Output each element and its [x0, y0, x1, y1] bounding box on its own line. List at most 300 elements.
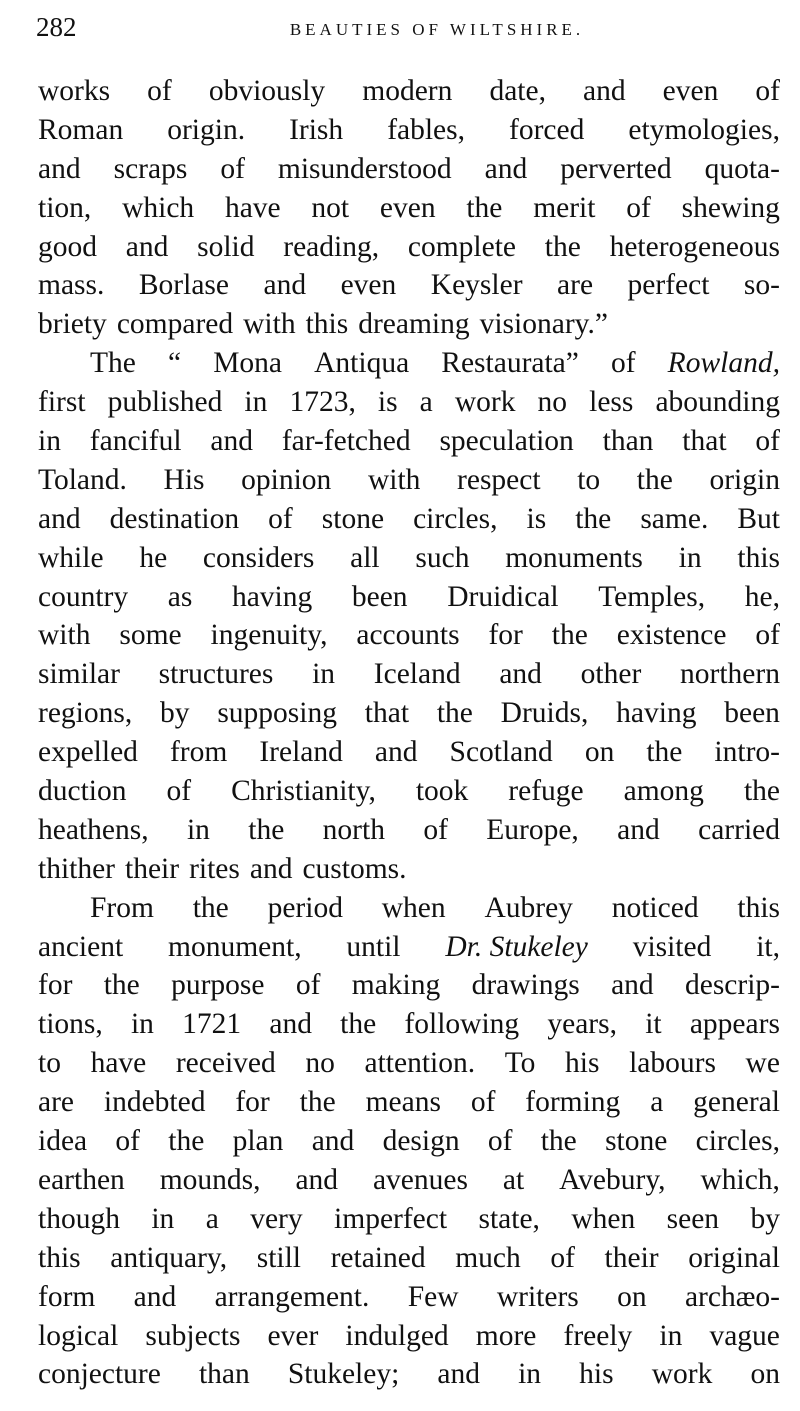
- word: accounts: [356, 619, 460, 652]
- word: of: [487, 1125, 513, 1158]
- word: that: [364, 697, 410, 730]
- word: received: [175, 1047, 276, 1080]
- word: work: [651, 1358, 713, 1391]
- word: and: [125, 230, 169, 263]
- word: until: [346, 930, 401, 963]
- word: stone: [605, 1125, 668, 1158]
- word: merit: [533, 191, 596, 224]
- word: with: [367, 463, 421, 496]
- text-line: [38, 655, 780, 694]
- word: this: [305, 308, 349, 341]
- word: so-: [743, 269, 780, 302]
- text-line: [38, 266, 780, 305]
- word: means: [365, 1086, 441, 1119]
- word: Christianity,: [231, 775, 376, 808]
- word: stone: [321, 502, 385, 535]
- word: having: [616, 697, 697, 730]
- word: of: [755, 75, 780, 107]
- word: still: [256, 1241, 301, 1274]
- word: country: [38, 580, 129, 613]
- word: complete: [407, 230, 516, 263]
- word: and: [38, 502, 81, 535]
- word: at: [502, 1163, 525, 1196]
- text-line: [38, 1278, 780, 1317]
- word: expelled: [38, 736, 138, 769]
- word: duction: [38, 775, 127, 808]
- word: and: [611, 969, 654, 1002]
- word: are: [38, 1086, 75, 1119]
- word: seen: [666, 1202, 720, 1235]
- word: the: [636, 463, 673, 496]
- word: date,: [489, 75, 546, 107]
- word: the: [544, 230, 581, 263]
- word: that: [682, 425, 727, 458]
- word: opinion: [241, 463, 332, 496]
- word: published: [107, 386, 223, 419]
- word: not: [311, 191, 350, 224]
- word: this: [737, 541, 780, 574]
- word: From: [90, 891, 154, 924]
- word: and: [38, 152, 81, 185]
- word: other: [580, 658, 642, 691]
- word: this: [38, 1241, 81, 1274]
- word: shewing: [681, 191, 780, 224]
- word: among: [623, 775, 704, 808]
- word: first: [38, 386, 86, 419]
- word: 1723,: [289, 386, 356, 419]
- word: in: [130, 1008, 154, 1041]
- word: the: [743, 775, 780, 808]
- word: visited: [632, 930, 712, 963]
- word: with: [38, 619, 91, 652]
- word: and: [484, 152, 528, 185]
- word: Antiqua: [314, 347, 410, 380]
- word: Druidical: [447, 580, 559, 613]
- word: refuge: [508, 775, 584, 808]
- word: reading,: [283, 230, 380, 263]
- word: structures: [158, 658, 274, 691]
- word: vague: [709, 1319, 780, 1352]
- word: the: [646, 736, 683, 769]
- word: existence: [616, 619, 727, 652]
- text-line: [38, 1355, 780, 1394]
- word: appears: [689, 1008, 780, 1041]
- word: circles,: [413, 502, 498, 535]
- word: regions,: [38, 697, 133, 730]
- word: archæo-: [684, 1280, 780, 1313]
- word: descrip-: [684, 969, 780, 1002]
- word: speculation: [439, 425, 574, 458]
- word: of: [550, 1241, 575, 1274]
- word: years,: [547, 1008, 617, 1041]
- word: the: [340, 1008, 377, 1041]
- word: fables,: [387, 113, 465, 146]
- text-line: [38, 889, 780, 928]
- word: Keysler: [430, 269, 523, 302]
- word: it,: [756, 930, 780, 963]
- word: some: [119, 619, 182, 652]
- italic-name: Rowland,: [667, 347, 780, 380]
- word: for: [38, 969, 73, 1002]
- word: and: [249, 852, 293, 885]
- word: same.: [640, 502, 709, 535]
- word: Aubrey: [484, 891, 573, 924]
- word: more: [475, 1319, 537, 1352]
- text-line: [38, 966, 780, 1005]
- word: to: [38, 1047, 61, 1080]
- word: modern: [362, 75, 453, 107]
- word: drawings: [471, 969, 580, 1002]
- word: the: [575, 502, 612, 535]
- word: compared: [116, 308, 234, 341]
- word: all: [350, 541, 380, 574]
- word: Restaurata”: [441, 347, 579, 380]
- word: on: [750, 1358, 780, 1391]
- word: been: [724, 697, 780, 730]
- text-line: [38, 850, 780, 889]
- word: and: [263, 269, 307, 302]
- word: in: [659, 1319, 683, 1352]
- italic-name: Dr. Stukeley: [445, 930, 588, 963]
- page-number: 282: [36, 12, 77, 42]
- word: heterogeneous: [609, 230, 780, 263]
- word: subjects: [145, 1319, 241, 1352]
- word: the: [466, 191, 503, 224]
- text-line: [38, 772, 780, 811]
- word: and: [583, 75, 626, 107]
- word: Scotland: [449, 736, 553, 769]
- text-line: [38, 111, 780, 150]
- word: the: [168, 1125, 205, 1158]
- text-line: [38, 1044, 780, 1083]
- word: he: [139, 541, 168, 574]
- word: took: [415, 775, 469, 808]
- word: have: [90, 1047, 147, 1080]
- word: avenues: [372, 1163, 468, 1196]
- word: misunderstood: [277, 152, 452, 185]
- word: we: [745, 1047, 780, 1080]
- word: quota-: [704, 152, 780, 185]
- word: ever: [267, 1319, 319, 1352]
- word: Few: [407, 1280, 459, 1313]
- word: Avebury,: [559, 1163, 666, 1196]
- word: in: [151, 1202, 175, 1235]
- word: The: [90, 347, 136, 380]
- word: on: [584, 736, 615, 769]
- word: forming: [525, 1086, 621, 1119]
- word: retained: [330, 1241, 426, 1274]
- word: a: [650, 1086, 664, 1119]
- word: which,: [700, 1163, 780, 1196]
- word: antiquary,: [110, 1241, 228, 1274]
- word: arrangement.: [214, 1280, 370, 1313]
- text-line: [38, 1200, 780, 1239]
- word: having: [231, 580, 313, 613]
- word: north: [322, 813, 385, 846]
- text-line: [38, 733, 780, 772]
- word: ancient: [38, 930, 124, 963]
- word: etymologies,: [628, 113, 780, 146]
- word: noticed: [611, 891, 699, 924]
- word: are: [557, 269, 594, 302]
- word: to: [577, 463, 601, 496]
- text-line: [38, 422, 780, 461]
- word: His: [163, 463, 205, 496]
- word: But: [737, 502, 780, 535]
- word: of: [295, 969, 321, 1002]
- word: less: [589, 386, 634, 419]
- word: origin.: [167, 113, 246, 146]
- word: the: [103, 969, 140, 1002]
- word: in: [518, 1358, 542, 1391]
- word: than: [198, 1358, 250, 1391]
- word: when: [381, 891, 446, 924]
- word: indulged: [345, 1319, 449, 1352]
- word: as: [167, 580, 193, 613]
- word: Europe,: [486, 813, 579, 846]
- word: and: [374, 736, 418, 769]
- text-line: [38, 1161, 780, 1200]
- word: idea: [38, 1125, 88, 1158]
- word: the: [551, 619, 588, 652]
- word: making: [351, 969, 441, 1002]
- word: Roman: [38, 113, 124, 146]
- word: solid: [197, 230, 255, 263]
- text-line: [38, 1083, 780, 1122]
- word: even: [340, 269, 397, 302]
- word: in: [186, 813, 210, 846]
- text-line: [38, 305, 780, 344]
- word: and: [499, 658, 542, 691]
- word: for: [235, 1086, 270, 1119]
- word: of: [166, 775, 192, 808]
- text-line: [38, 461, 780, 500]
- word: plan: [232, 1125, 284, 1158]
- word: the: [540, 1125, 577, 1158]
- word: thither: [38, 852, 116, 885]
- text-line: [38, 344, 780, 383]
- word: attention.: [364, 1047, 476, 1080]
- word: the: [299, 1086, 336, 1119]
- word: respect: [457, 463, 541, 496]
- word: work: [454, 386, 516, 419]
- text-line: [38, 1122, 780, 1161]
- word: supposing: [217, 697, 337, 730]
- text-line: [38, 1317, 780, 1356]
- body-text: [38, 72, 780, 1394]
- word: and: [133, 1280, 177, 1313]
- word: of: [423, 813, 448, 846]
- word: while: [38, 541, 104, 574]
- word: freely: [563, 1319, 633, 1352]
- word: Mona: [213, 347, 283, 380]
- word: works: [38, 75, 111, 107]
- word: conjecture: [38, 1358, 161, 1391]
- word: following: [404, 1008, 520, 1041]
- word: a: [205, 1202, 219, 1235]
- word: period: [267, 891, 343, 924]
- word: though: [38, 1202, 120, 1235]
- word: imperfect: [334, 1202, 448, 1235]
- text-line: [38, 72, 780, 111]
- word: in: [678, 541, 702, 574]
- word: which: [122, 191, 195, 224]
- word: considers: [202, 541, 315, 574]
- word: and: [210, 425, 253, 458]
- word: writers: [496, 1280, 579, 1313]
- word: tions,: [38, 1008, 103, 1041]
- word: for: [488, 619, 523, 652]
- text-line: [38, 578, 780, 617]
- word: is: [526, 502, 547, 535]
- word: very: [250, 1202, 303, 1235]
- word: his: [565, 1047, 600, 1080]
- word: it: [645, 1008, 662, 1041]
- text-line: [38, 1005, 780, 1044]
- word: northern: [680, 658, 780, 691]
- word: his: [579, 1358, 614, 1391]
- word: a: [419, 386, 433, 419]
- word: than: [602, 425, 654, 458]
- word: design: [382, 1125, 460, 1158]
- word: by: [750, 1202, 780, 1235]
- text-line: [38, 616, 780, 655]
- page-header: [36, 10, 778, 46]
- word: on: [617, 1280, 647, 1313]
- word: good: [38, 230, 97, 263]
- text-line: [38, 150, 780, 189]
- word: far-fetched: [281, 425, 411, 458]
- word: perverted: [560, 152, 672, 185]
- word: of: [115, 1125, 140, 1158]
- word: ingenuity,: [210, 619, 328, 652]
- word: origin: [709, 463, 780, 496]
- word: been: [351, 580, 408, 613]
- word: the: [192, 891, 229, 924]
- text-line: [38, 228, 780, 267]
- text-line: [38, 694, 780, 733]
- word: Druids,: [500, 697, 589, 730]
- word: in: [244, 386, 268, 419]
- word: from: [169, 736, 228, 769]
- word: Toland.: [38, 463, 127, 496]
- word: and: [311, 1125, 355, 1158]
- word: carried: [698, 813, 780, 846]
- word: perfect: [627, 269, 710, 302]
- word: of: [268, 502, 293, 535]
- word: such: [415, 541, 470, 574]
- word: even: [379, 191, 436, 224]
- word: their: [125, 852, 180, 885]
- word: with: [243, 308, 296, 341]
- word: the: [248, 813, 285, 846]
- word: scraps: [113, 152, 188, 185]
- word: heathens,: [38, 813, 149, 846]
- word: even: [662, 75, 719, 107]
- text-line: [38, 189, 780, 228]
- word: the: [436, 697, 473, 730]
- word: of: [755, 425, 780, 458]
- word: Irish: [289, 113, 344, 146]
- text-line: [38, 383, 780, 422]
- word: earthen: [38, 1163, 125, 1196]
- word: general: [693, 1086, 780, 1119]
- word: by: [160, 697, 190, 730]
- word: indebted: [103, 1086, 206, 1119]
- word: briety: [38, 308, 107, 341]
- word: of: [470, 1086, 496, 1119]
- word: this: [737, 891, 780, 924]
- word: dreaming: [358, 308, 470, 341]
- word: “: [167, 347, 182, 380]
- word: original: [688, 1241, 780, 1274]
- word: their: [604, 1241, 659, 1274]
- word: purpose: [171, 969, 265, 1002]
- word: in: [312, 658, 336, 691]
- text-line: [38, 539, 780, 578]
- word: Stukeley;: [287, 1358, 400, 1391]
- word: 1721: [182, 1008, 242, 1041]
- word: customs.: [302, 852, 407, 885]
- word: circles,: [695, 1125, 780, 1158]
- word: he,: [744, 580, 780, 613]
- word: To: [504, 1047, 536, 1080]
- running-title: BEAUTIES OF WILTSHIRE.: [289, 20, 585, 39]
- word: mounds,: [159, 1163, 261, 1196]
- word: destination: [109, 502, 240, 535]
- word: tion,: [38, 191, 92, 224]
- word: form: [38, 1280, 96, 1313]
- word: of: [147, 75, 172, 107]
- text-line: [38, 928, 780, 967]
- word: of: [626, 191, 651, 224]
- word: visionary.”: [479, 308, 608, 341]
- text-line: [38, 811, 780, 850]
- word: intro-: [714, 736, 780, 769]
- word: similar: [38, 658, 120, 691]
- word: abounding: [655, 386, 780, 419]
- word: when: [571, 1202, 636, 1235]
- word: Ireland: [259, 736, 343, 769]
- word: state,: [478, 1202, 540, 1235]
- word: mass.: [38, 269, 105, 302]
- word: logical: [38, 1319, 119, 1352]
- word: and: [295, 1163, 339, 1196]
- text-line: [38, 1239, 780, 1278]
- word: rites: [189, 852, 240, 885]
- word: of: [755, 619, 780, 652]
- word: forced: [509, 113, 585, 146]
- word: Iceland: [373, 658, 461, 691]
- word: and: [269, 1008, 312, 1041]
- word: have: [224, 191, 281, 224]
- word: obviously: [208, 75, 326, 107]
- word: monuments: [505, 541, 643, 574]
- word: much: [455, 1241, 521, 1274]
- word: of: [610, 347, 636, 380]
- word: no: [305, 1047, 335, 1080]
- text-line: [38, 500, 780, 539]
- word: labours: [629, 1047, 716, 1080]
- word: of: [220, 152, 245, 185]
- word: and: [437, 1358, 480, 1391]
- word: no: [537, 386, 568, 419]
- word: Temples,: [598, 580, 706, 613]
- word: fanciful: [89, 425, 182, 458]
- word: monument,: [168, 930, 302, 963]
- word: is: [377, 386, 398, 419]
- word: and: [617, 813, 660, 846]
